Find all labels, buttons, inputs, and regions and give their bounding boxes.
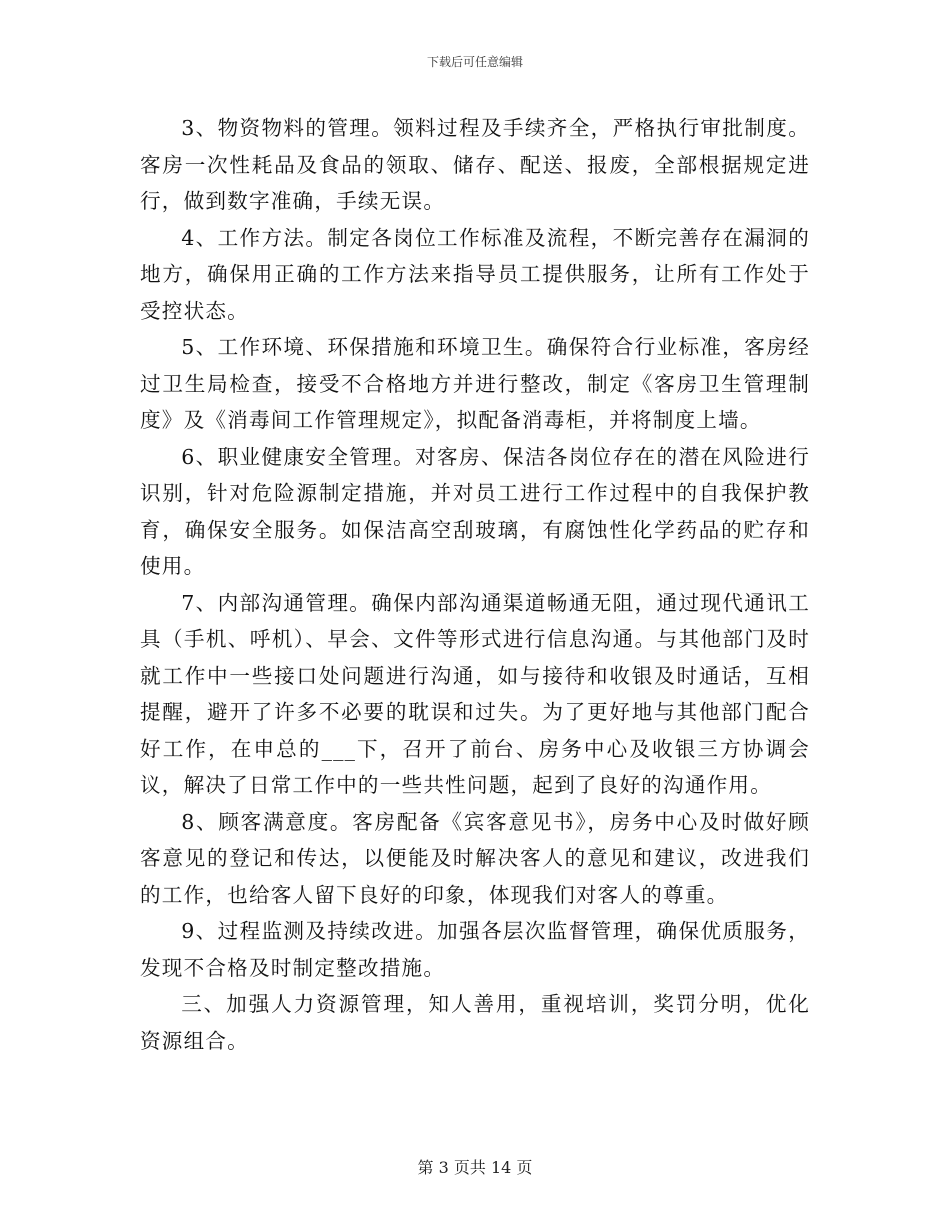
paragraph-item-5-environment: 5、工作环境、环保措施和环境卫生。确保符合行业标准，客房经过卫生局检查，接受不合格地方并进行整改，制定《客房卫生管理制度》及《消毒间工作管理规定》，拟配备消毒柜，并将制度上墙。 <box>140 335 810 432</box>
page-footer: 第 3 页共 14 页 <box>417 1158 533 1177</box>
document-body <box>140 110 810 1059</box>
paragraph-item-4-methods: 4、工作方法。制定各岗位工作标准及流程，不断完善存在漏洞的地方，确保用正确的工作方法来指导员工提供服务，让所有工作处于受控状态。 <box>140 225 810 323</box>
paragraph-item-6-safety: 6、职业健康安全管理。对客房、保洁各岗位存在的潜在风险进行识别，针对危险源制定措施，并对员工进行工作过程中的自我保护教育，确保安全服务。如保洁高空刮玻璃，有腐蚀性化学药品的贮存和使用。 <box>140 444 810 578</box>
page-header: 下载后可任意编辑 <box>426 55 523 69</box>
section-heading-hr-management: 三、加强人力资源管理，知人善用，重视培训，奖罚分明，优化资源组合。 <box>140 992 810 1053</box>
paragraph-item-9-improvement: 9、过程监测及持续改进。加强各层次监督管理，确保优质服务，发现不合格及时制定整改措施。 <box>140 919 810 980</box>
paragraph-item-3-materials: 3、物资物料的管理。领料过程及手续齐全，严格执行审批制度。客房一次性耗品及食品的领取、储存、配送、报废，全部根据规定进行，做到数字准确，手续无误。 <box>140 116 810 213</box>
paragraph-item-8-satisfaction: 8、顾客满意度。客房配备《宾客意见书》，房务中心及时做好顾客意见的登记和传达，以便能及时解决客人的意见和建议，改进我们的工作，也给客人留下良好的印象，体现我们对客人的尊重。 <box>140 809 810 907</box>
paragraph-item-7-communication: 7、内部沟通管理。确保内部沟通渠道畅通无阻，通过现代通讯工具（手机、呼机）、早会、文件等形式进行信息沟通。与其他部门及时就工作中一些接口处问题进行沟通，如与接待和收银及时通话，互相提醒，避开了许多不必要的耽误和过失。为了更好地与其他部门配合好工作，在申总的___下，召开了前台、房务中心及收银三方协调会议，解决了日常工作中的一些共性问题，起到了良好的沟通作用。 <box>140 590 810 797</box>
